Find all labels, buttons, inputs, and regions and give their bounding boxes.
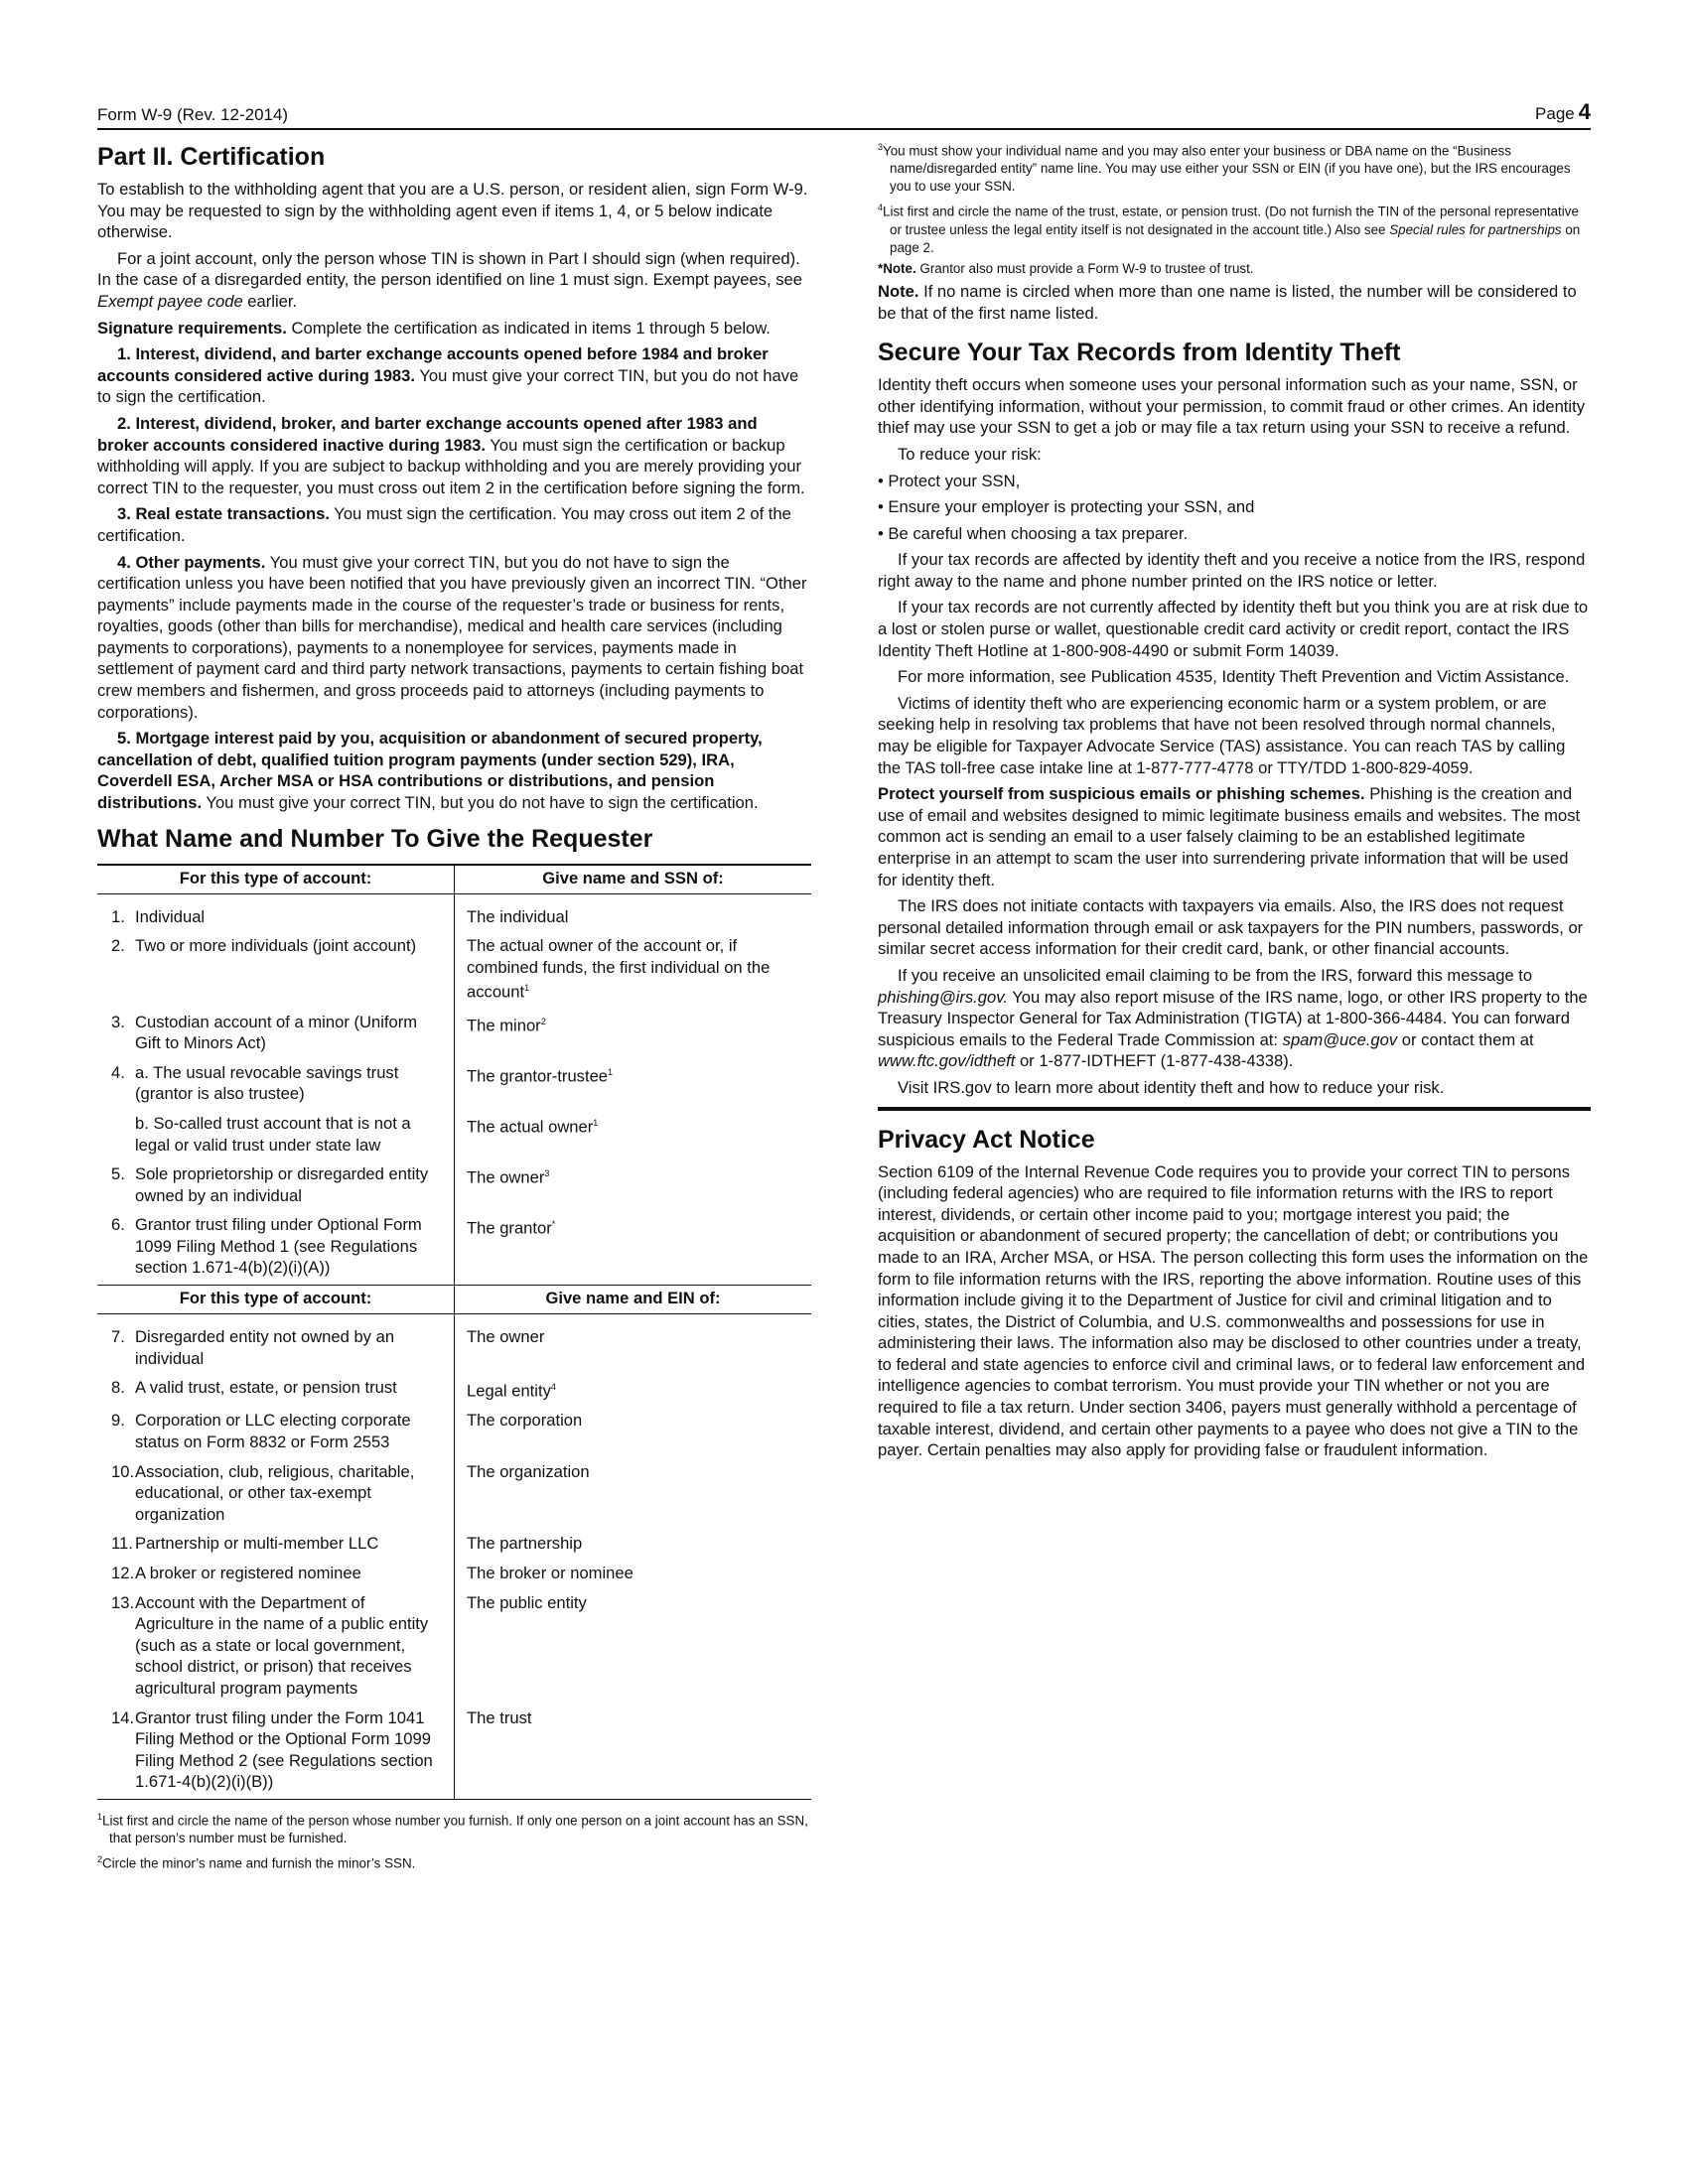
footnote-1: $^1$List first and circle the name of the person whose number you furnish. If only one person on a joint account has an SSN, that person’s number must be furnished. — [97, 1811, 808, 1846]
footnote-3: $^3$You must show your individual name and you may also enter your business or DBA name on the “Business name/disregarded entity” name line. You may use either your SSN or EIN (if you have one), but the IRS encourages you to use your SSN. — [878, 142, 1571, 195]
name-number-table — [97, 864, 811, 1799]
ssn-row — [97, 1111, 811, 1161]
account-type-cell — [97, 1706, 455, 1799]
page-header — [97, 99, 1591, 130]
give-name-cell — [455, 1060, 812, 1111]
account-type-cell — [97, 893, 455, 933]
privacy-act-title: Privacy Act Notice — [878, 1125, 1095, 1154]
visit-irs-para: Visit IRS.gov to learn more about identity theft and how to reduce your risk. — [898, 1077, 1445, 1097]
account-type-cell — [97, 1212, 455, 1285]
ssn-head-right: Give name and SSN of: — [455, 865, 812, 894]
account-type-text: Disregarded entity not owned by an individual — [135, 1327, 395, 1368]
footnote-2: $^2$Circle the minor’s name and furnish the minor’s SSN. — [97, 1854, 416, 1871]
account-type-cell — [97, 1060, 455, 1111]
give-name-cell — [455, 1561, 812, 1590]
give-name-cell — [455, 1459, 812, 1532]
give-name-cell — [455, 1314, 812, 1376]
account-type-text: Individual — [135, 906, 206, 926]
not-affected-para: If your tax records are not currently affected by identity theft but you think you are at risk due to a lost or stolen purse or wallet, questionable credit card activity or credit report, contact the IRS Identity Theft Hotline at 1-800-908-4490 or submit Form 14039. — [878, 598, 1589, 660]
account-type-text: Sole proprietorship or disregarded entity owned by an individual — [135, 1164, 429, 1205]
form-label: Form W-9 (Rev. 12-2014) — [97, 105, 289, 124]
row-number: 1. — [111, 906, 125, 926]
give-name-cell — [455, 1590, 812, 1706]
account-type-text: Account with the Department of Agriculture in the name of a public entity (such as a state or local government, school district, or prison) that receives agricultural program payments — [135, 1592, 429, 1698]
bullet-employer: • Ensure your employer is protecting your SSN, and — [878, 497, 1255, 517]
give-name-cell — [455, 1408, 812, 1458]
give-name-text: The owner — [467, 1327, 545, 1347]
give-name-text: The partnership — [467, 1534, 583, 1554]
give-name-cell — [455, 1375, 812, 1408]
row-number: 8. — [111, 1378, 125, 1398]
row-number: 2. — [111, 936, 125, 956]
account-type-text: a. The usual revocable savings trust (grantor is also trustee) — [135, 1062, 399, 1104]
page-number: 4 — [1578, 99, 1591, 124]
give-name-text: The broker or nominee — [467, 1563, 633, 1582]
unsolicited-email-para: If you receive an unsolicited email claiming to be from the IRS, forward this message to phishing@irs.gov. You may also report misuse of the IRS name, logo, or other IRS property to the Treasury Inspector General for Tax Administration (TIGTA) at 1-800-366-4484. You can forward suspicious emails to the Federal Trade Commission at: spam@uce.gov or contact them at www.ftc.gov/idtheft or 1-877-IDTHEFT (1-877-438-4338). — [878, 965, 1588, 1071]
footnote-ref: 4 — [550, 1382, 556, 1393]
ssn-row — [97, 1212, 811, 1285]
ein-row — [97, 1706, 811, 1799]
give-name-text: Legal entity — [467, 1381, 551, 1401]
give-name-text: The trust — [467, 1707, 532, 1727]
part2-intro: To establish to the withholding agent that you are a U.S. person, or resident alien, sign Form W-9. You may be requested to sign by the withholding agent even if items 1, 4, or 5 below indicate otherwise. — [97, 180, 808, 242]
reduce-risk: To reduce your risk: — [898, 444, 1042, 464]
page-indicator — [1535, 99, 1591, 125]
give-name-cell — [455, 893, 812, 933]
privacy-act-text: Section 6109 of the Internal Revenue Code requires you to provide your correct TIN to persons (including federal agencies) who are required to file information returns with the IRS to report interest, dividends, or certain other income paid to you; mortgage interest you paid; the acquisition or abandonment of secured property; the cancellation of debt; or contributions you made to an IRA, Archer MSA, or HSA. The person collecting this form uses the information on the form to file information returns with the IRS, reporting the above information. Routine uses of this information include giving it to the Department of Justice for civil and criminal litigation and to cities, states, the District of Columbia, and U.S. commonwealths and possessions for use in administering their laws. The information also may be disclosed to other countries under a treaty, to federal and state agencies to enforce civil and criminal laws, or to federal law enforcement and intelligence agencies to combat terrorism. You must provide your TIN whether or not you are required to file a tax return. Under section 3406, payers must generally withhold a percentage of taxable interest, dividend, and certain other payments to a payee who does not give a TIN to the payer. Certain penalties may also apply for providing false or fraudulent information. — [878, 1161, 1589, 1460]
footnote-ref: * — [551, 1219, 556, 1230]
row-number: 3. — [111, 1012, 125, 1031]
part2-title: Part II. Certification — [97, 143, 326, 171]
give-name-cell — [455, 1706, 812, 1799]
ein-rows — [97, 1314, 811, 1799]
ein-row — [97, 1375, 811, 1408]
bullet-preparer: • Be careful when choosing a tax preparer. — [878, 523, 1189, 543]
ssn-row — [97, 933, 811, 1009]
name-number-table-title: What Name and Number To Give the Requester — [97, 824, 653, 853]
row-number: 12. — [111, 1563, 135, 1582]
identity-theft-para: Identity theft occurs when someone uses your personal information such as your name, SSN, or other identifying information, without your permission, to commit fraud or other crimes. An identity thief may use your SSN to get a job or may file a tax return using your SSN to receive a refund. — [878, 375, 1585, 438]
grantor-note: *Note. Grantor also must provide a Form W-9 to trustee of trust. — [878, 260, 1254, 276]
give-name-text: The grantor — [467, 1218, 552, 1238]
give-name-text: The actual owner of the account or, if combined funds, the first individual on the account — [467, 936, 771, 1002]
account-type-cell — [97, 933, 455, 1009]
account-type-cell — [97, 1561, 455, 1590]
footnote-ref: 3 — [544, 1168, 550, 1179]
give-name-cell — [455, 1212, 812, 1285]
bullet-protect-ssn: • Protect your SSN, — [878, 471, 1021, 490]
give-name-text: The organization — [467, 1461, 590, 1481]
give-name-cell — [455, 1010, 812, 1060]
account-type-text: Corporation or LLC electing corporate status on Form 8832 or Form 2553 — [135, 1411, 411, 1451]
row-number: 7. — [111, 1327, 125, 1347]
give-name-text: The public entity — [467, 1592, 587, 1612]
item-2: 2. Interest, dividend, broker, and barter exchange accounts opened after 1983 and broker accounts considered inactive during 1983. You must sign the certification or backup withholding will apply. If you are subject to backup withholding and you are merely providing your correct TIN to the requester, you must cross out item 2 in the certification before signing the form. — [97, 413, 805, 497]
account-type-cell — [97, 1408, 455, 1458]
ein-row — [97, 1561, 811, 1590]
account-type-cell — [97, 1459, 455, 1532]
left-column — [97, 138, 811, 1876]
account-type-text: A broker or registered nominee — [135, 1563, 361, 1582]
ein-row — [97, 1590, 811, 1706]
item-4: 4. Other payments. You must give your correct TIN, but you do not have to sign the certification unless you have been notified that you have previously given an incorrect TIN. “Other payments” include payments made in the course of the requester’s trade or business for rents, royalties, goods (other than bills for merchandise), medical and health care services (including payments to corporations), payments to a nonemployee for services, payments made in settlement of payment card and third party network transactions, payments to certain fishing boat crew members and fishermen, and gross proceeds paid to attorneys (including payments to corporations). — [97, 552, 807, 722]
ssn-row — [97, 1161, 811, 1212]
irs-emails-para: The IRS does not initiate contacts with taxpayers via emails. Also, the IRS does not request personal detailed information through email or ask taxpayers for the PIN numbers, passwords, or similar secret access information for their credit card, bank, or other financial accounts. — [878, 896, 1584, 959]
give-name-cell — [455, 933, 812, 1009]
give-name-text: The owner — [467, 1167, 545, 1187]
spam-email-link: spam@uce.gov — [1282, 1029, 1398, 1049]
ein-row — [97, 1531, 811, 1561]
account-type-text: A valid trust, estate, or pension trust — [135, 1378, 397, 1398]
signature-requirements: Signature requirements. Complete the certification as indicated in items 1 through 5 below. — [97, 318, 771, 338]
account-type-text: Partnership or multi-member LLC — [135, 1534, 379, 1554]
row-number: 11. — [111, 1534, 133, 1554]
ein-row — [97, 1408, 811, 1458]
ein-row — [97, 1314, 811, 1376]
page-word: Page — [1535, 104, 1575, 123]
give-name-cell — [455, 1111, 812, 1161]
section-divider — [878, 1107, 1591, 1111]
ssn-row — [97, 1010, 811, 1060]
row-number: 10. — [111, 1461, 135, 1481]
item-1: 1. Interest, dividend, and barter exchange accounts opened before 1984 and broker accounts considered active during 1983. You must give your correct TIN, but you do not have to sign the certification. — [97, 344, 799, 407]
ftc-link: www.ftc.gov/idtheft — [878, 1051, 1016, 1071]
account-type-text: Grantor trust filing under the Form 1041 Filing Method or the Optional Form 1099 Filing Method 2 (see Regulations section 1.671-4(b)(2)(i)(B)) — [135, 1707, 433, 1792]
ssn-head-left: For this type of account: — [97, 865, 455, 894]
ssn-row — [97, 1060, 811, 1111]
account-type-cell — [97, 1314, 455, 1376]
account-type-text: Association, club, religious, charitable, educational, or other tax-exempt organization — [135, 1461, 415, 1524]
joint-account-para: For a joint account, only the person whose TIN is shown in Part I should sign (when required). In the case of a disregarded entity, the person identified on line 1 must sign. Exempt payees, see Exempt payee code earlier. — [97, 248, 802, 311]
give-name-text: The grantor-trustee — [467, 1066, 609, 1086]
account-type-cell — [97, 1010, 455, 1060]
circled-name-note: Note. If no name is circled when more than one name is listed, the number will be considered to be that of the first name listed. — [878, 281, 1577, 323]
victims-para: Victims of identity theft who are experiencing economic harm or a system problem, or are seeking help in resolving tax problems that have not been resolved through normal channels, may be eligible for Taxpayer Advocate Service (TAS) assistance. You can reach TAS by calling the TAS toll-free case intake line at 1-877-777-4778 or TTY/TDD 1-800-829-4059. — [878, 693, 1566, 777]
give-name-text: The corporation — [467, 1411, 583, 1431]
ssn-rows — [97, 893, 811, 1285]
give-name-cell — [455, 1531, 812, 1561]
footnote-ref: 1 — [608, 1066, 614, 1077]
account-type-cell — [97, 1531, 455, 1561]
account-type-cell — [97, 1375, 455, 1408]
footnote-ref: 1 — [524, 983, 530, 994]
account-type-text: Two or more individuals (joint account) — [135, 936, 417, 956]
footnote-ref: 1 — [593, 1117, 599, 1128]
right-column — [878, 138, 1591, 1876]
account-type-cell — [97, 1590, 455, 1706]
account-type-text: Grantor trust filing under Optional Form 1099 Filing Method 1 (see Regulations section 1.671-4(b)(2)(i)(A)) — [135, 1215, 422, 1278]
ein-head-right: Give name and EIN of: — [455, 1286, 812, 1314]
row-number: 14. — [111, 1707, 135, 1727]
secure-records-title: Secure Your Tax Records from Identity Theft — [878, 339, 1401, 367]
footnote-ref: 2 — [540, 1016, 546, 1026]
ssn-row — [97, 893, 811, 933]
row-number: 13. — [111, 1592, 135, 1612]
account-type-text: b. So-called trust account that is not a legal or valid trust under state law — [135, 1113, 411, 1155]
row-number: 9. — [111, 1411, 125, 1431]
account-type-text: Custodian account of a minor (Uniform Gift to Minors Act) — [135, 1012, 418, 1053]
give-name-text: The actual owner — [467, 1117, 594, 1137]
give-name-text: The minor — [467, 1016, 541, 1035]
give-name-cell — [455, 1161, 812, 1212]
form-page — [97, 99, 1591, 1876]
affected-para: If your tax records are affected by identity theft and you receive a notice from the IRS, respond right away to the name and phone number printed on the IRS notice or letter. — [878, 550, 1586, 591]
more-info-para: For more information, see Publication 4535, Identity Theft Prevention and Victim Assistance. — [898, 667, 1570, 687]
row-number: 6. — [111, 1215, 125, 1235]
item-3: 3. Real estate transactions. You must sign the certification. You may cross out item 2 of the certification. — [97, 504, 791, 545]
item-5: 5. Mortgage interest paid by you, acquisition or abandonment of secured property, cancellation of debt, qualified tuition program payments (under section 529), IRA, Coverdell ESA, Archer MSA or HSA contributions or distributions, and pension distributions. You must give your correct TIN, but you do not have to sign the certification. — [97, 729, 763, 813]
phishing-email-link: phishing@irs.gov. — [878, 987, 1008, 1007]
ein-row — [97, 1459, 811, 1532]
account-type-cell — [97, 1161, 455, 1212]
row-number: 5. — [111, 1164, 125, 1184]
footnote-4: $^4$List first and circle the name of the trust, estate, or pension trust. (Do not furnish the TIN of the personal representative or trustee unless the legal entity itself is not designated in the account title.) Also see Special rules for partnerships on page 2. — [878, 203, 1581, 255]
account-type-cell — [97, 1111, 455, 1161]
give-name-text: The individual — [467, 906, 569, 926]
ein-head-left: For this type of account: — [97, 1286, 455, 1314]
row-number: 4. — [111, 1062, 125, 1082]
phishing-para: Protect yourself from suspicious emails or phishing schemes. Phishing is the creation and use of email and websites designed to mimic legitimate business emails and websites. The most common act is sending an email to a user falsely claiming to be an established legitimate enterprise in an attempt to scam the user into surrendering private information that will be used for identity theft. — [878, 784, 1581, 889]
row-number — [111, 1113, 135, 1156]
